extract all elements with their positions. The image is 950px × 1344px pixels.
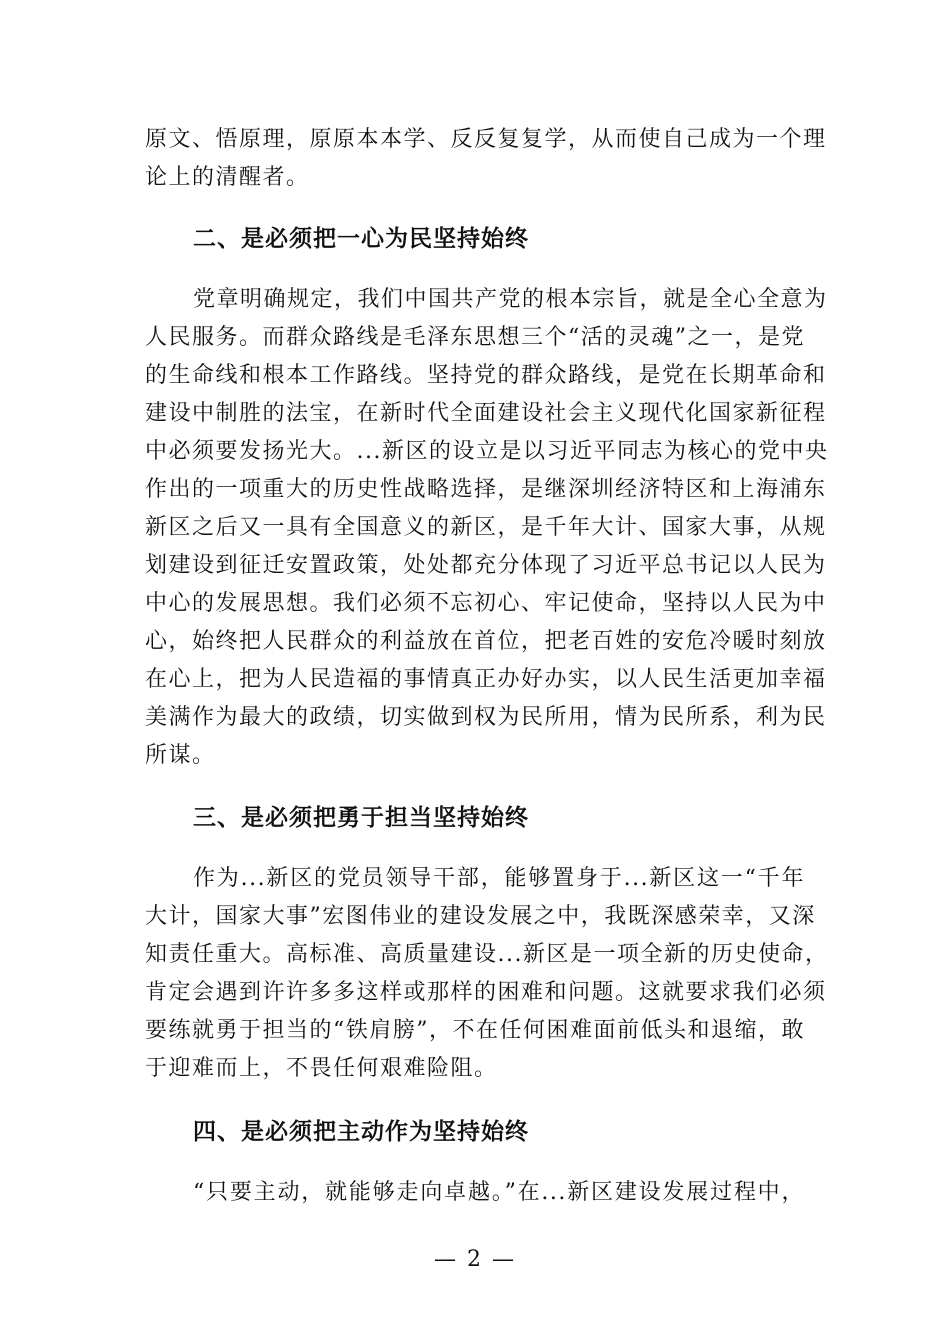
paragraph-line: 作出的一项重大的历史性战略选择，是继深圳经济特区和上海浦东 <box>145 477 827 502</box>
paragraph-line: 美满作为最大的政绩，切实做到权为民所用，情为民所系，利为民 <box>145 705 827 730</box>
paragraph-line: 肯定会遇到许许多多这样或那样的困难和问题。这就要求我们必须 <box>145 980 827 1005</box>
paragraph-line: 的生命线和根本工作路线。坚持党的群众路线，是党在长期革命和 <box>145 363 827 388</box>
paragraph-line: 划建设到征迁安置政策，处处都充分体现了习近平总书记以人民为 <box>145 553 827 578</box>
paragraph-line: 知责任重大。高标准、高质量建设...新区是一项全新的历史使命， <box>145 942 829 967</box>
paragraph-line: 于迎难而上，不畏任何艰难险阻。 <box>145 1056 498 1081</box>
paragraph-line: 所谋。 <box>145 743 216 768</box>
paragraph-line: 中必须要发扬光大。...新区的设立是以习近平同志为核心的党中央 <box>145 439 829 464</box>
paragraph-line: 中心的发展思想。我们必须不忘初心、牢记使命，坚持以人民为中 <box>145 591 827 616</box>
paragraph-line: 心，始终把人民群众的利益放在首位，把老百姓的安危冷暖时刻放 <box>145 629 827 654</box>
paragraph-line: 党章明确规定，我们中国共产党的根本宗旨，就是全心全意为 <box>193 287 828 312</box>
paragraph-line: 大计，国家大事”宏图伟业的建设发展之中，我既深感荣幸，又深 <box>145 904 816 929</box>
paragraph-line: 要练就勇于担当的“铁肩膀”，不在任何困难面前低头和退缩，敢 <box>145 1018 805 1043</box>
paragraph-line: 建设中制胜的法宝，在新时代全面建设社会主义现代化国家新征程 <box>145 401 827 426</box>
paragraph-line: 在心上，把为人民造福的事情真正办好办实，以人民生活更加幸福 <box>145 667 827 692</box>
section-heading: 三、是必须把勇于担当坚持始终 <box>193 805 529 831</box>
page-number: — 2 — <box>434 1247 516 1272</box>
section-heading: 四、是必须把主动作为坚持始终 <box>193 1119 529 1145</box>
paragraph-line: 新区之后又一具有全国意义的新区，是千年大计、国家大事，从规 <box>145 515 827 540</box>
paragraph-line: “只要主动，就能够走向卓越。”在...新区建设发展过程中， <box>193 1180 805 1205</box>
paragraph-line: 原文、悟原理，原原本本学、反反复复学，从而使自己成为一个理 <box>145 127 827 152</box>
paragraph-line: 作为...新区的党员领导干部，能够置身于...新区这一“千年 <box>193 866 805 891</box>
paragraph-line: 人民服务。而群众路线是毛泽东思想三个“活的灵魂”之一，是党 <box>145 325 805 350</box>
paragraph-line: 论上的清醒者。 <box>145 165 310 190</box>
section-heading: 二、是必须把一心为民坚持始终 <box>193 226 529 252</box>
